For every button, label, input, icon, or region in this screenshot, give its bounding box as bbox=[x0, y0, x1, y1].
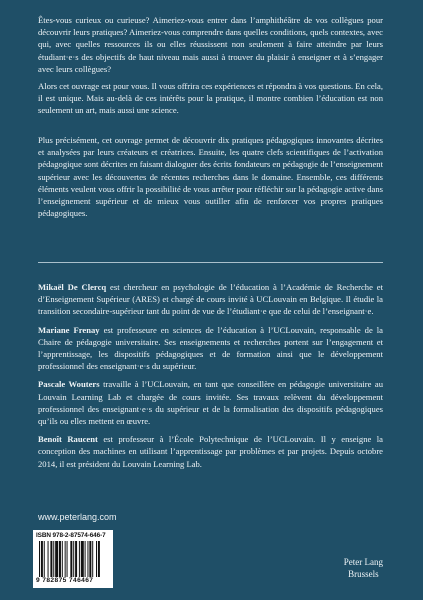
barcode-bars bbox=[39, 541, 107, 577]
author-description: travaille à l’UCLouvain, en tant que conseillère en pédagogie universitaire au Louvain Learning Lab et chargée de cours invitée. Ses travaux relèvent du développement professionnel des enseignant·e·s du supérieur et de la formalisation des dispositifs pédagogiques qu’ils ou elles mettent en œuvre. bbox=[38, 379, 383, 427]
author-bio bbox=[38, 433, 383, 470]
author-description: est chercheur en psychologie de l’éducation à l’Académie de Recherche et d’Enseignement Supérieur (ARES) et chargé de cours invité à UCLouvain en Belgique. Il étudie la transition secondaire-supérieur tant du point de vue de l’étudiant·e que de celui de l’enseignant·e. bbox=[38, 282, 383, 317]
author-bio bbox=[38, 281, 383, 318]
blurb-text: Êtes-vous curieux ou curieuse? Aimeriez-vous entrer dans l’amphithéâtre de vos collègues pour découvrir leurs pratiques? Aimeriez-vous comprendre dans quelles conditions, quels contextes, avec qui, avec quelles ressources ils ou elles réussissent non seulement à faire atteindre par leurs étudiant·e·s des objectifs de haut niveau mais aussi à trouver du plaisir à enseigner et à s’engager avec leurs collègues? bbox=[38, 15, 383, 74]
author-name: Mikaël De Clercq bbox=[38, 282, 107, 292]
author-description: est professeure en sciences de l’éducation à l’UCLouvain, responsable de la Chaire de pédagogie universitaire. Ses enseignements et recherches portent sur l’engagement et l’apprentissage, les dispositifs pédagogiques et de formation ainsi que le développement professionnel des enseignant·e·s du supérieur. bbox=[38, 324, 383, 372]
isbn-barcode bbox=[33, 530, 113, 588]
author-bio bbox=[38, 324, 383, 373]
isbn-label: ISBN 978-2-87574-646-7 bbox=[36, 532, 106, 539]
barcode-digits: 9 782875 746467 bbox=[36, 577, 94, 584]
publisher-website: www.peterlang.com bbox=[38, 512, 117, 522]
publisher-city: Brussels bbox=[348, 569, 379, 579]
author-name: Benoît Raucent bbox=[38, 434, 98, 445]
blurb-text: Plus précisément, cet ouvrage permet de découvrir dix pratiques pédagogiques innovantes décrites et analysées par leurs créateurs et créatrices. Ensuite, les quatre clefs scientifiques de l’activation pédagogique sont décrites en faisant dialoguer des écrits fondateurs en pédagogie de l’enseignement supérieur avec les découvertes de récentes recherches dans le domaine. Ensemble, ces différents éléments veulent vous offrir la possibilité de vous arrêter pour réfléchir sur la pédagogie active dans l’enseignement supérieur et de mieux vous outiller afin de renforcer vos propres pratiques pédagogiques. bbox=[38, 135, 383, 219]
blurb-paragraph-3 bbox=[38, 134, 383, 219]
author-description: est professeur à l’École Polytechnique de l’UCLouvain. Il y enseigne la conception des machines en utilisant l’apprentissage par problèmes et par projets. Depuis octobre 2014, il est président du Louvain Learning Lab. bbox=[38, 434, 383, 469]
author-bio bbox=[38, 378, 383, 427]
author-name: Pascale Wouters bbox=[38, 379, 100, 390]
blurb-paragraph-2 bbox=[38, 80, 383, 117]
author-name: Mariane Frenay bbox=[38, 324, 100, 335]
blurb-text: Alors cet ouvrage est pour vous. Il vous offrira ces expériences et répondra à vos questions. En cela, il est unique. Mais au-delà de ces intérêts pour la pratique, il montre combien l’éducation est non seulement un art, mais aussi une science. bbox=[38, 81, 383, 116]
blurb-paragraph-1 bbox=[38, 14, 383, 75]
publisher-name: Peter Lang bbox=[343, 557, 383, 567]
publisher-imprint bbox=[344, 556, 383, 580]
section-divider bbox=[38, 262, 383, 263]
author-bios bbox=[38, 281, 383, 476]
